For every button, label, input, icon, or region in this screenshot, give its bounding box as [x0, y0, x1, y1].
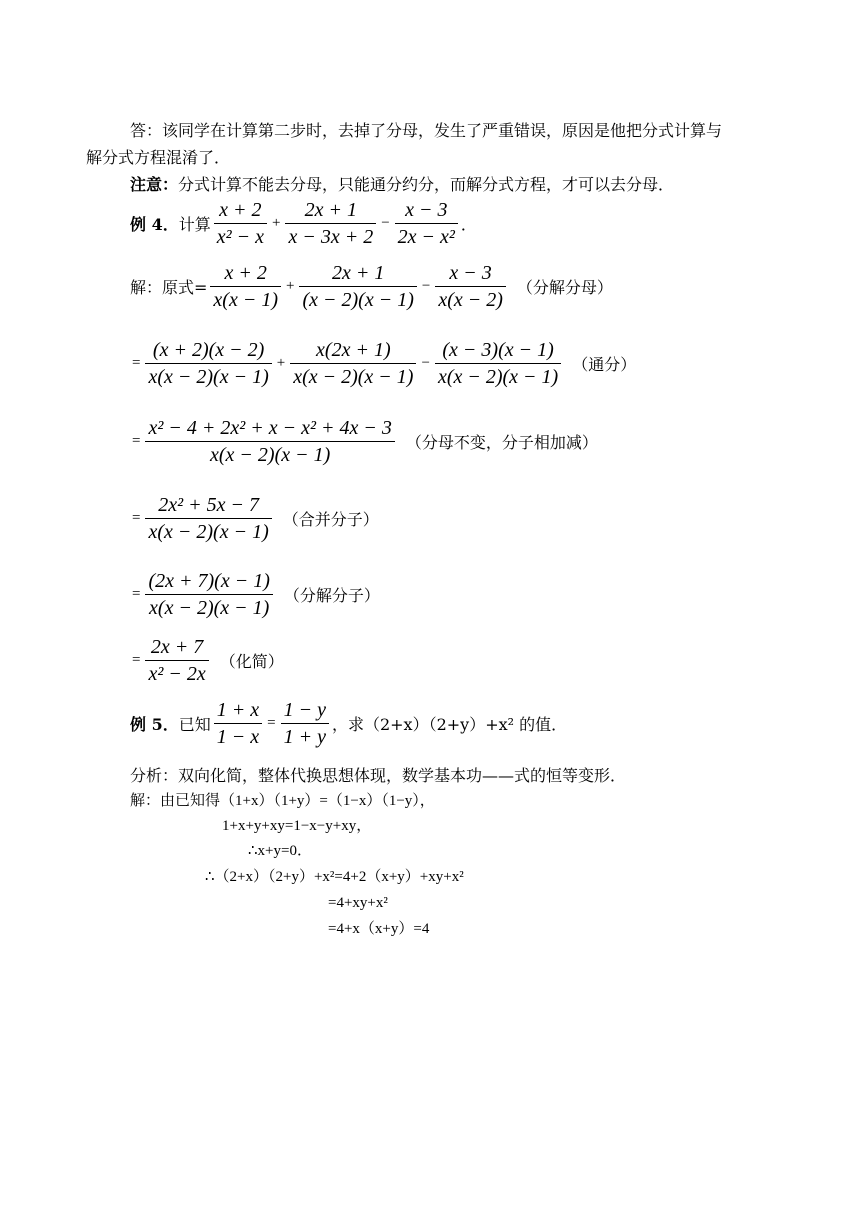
answer-line-2: 解分式方程混淆了．	[86, 148, 231, 167]
example-4-label: 例 4．	[130, 215, 179, 234]
numerator: 2x² + 5x − 7	[158, 494, 259, 516]
numerator: x − 3	[405, 199, 448, 221]
fraction	[395, 197, 458, 250]
fraction	[145, 337, 271, 390]
denominator: 1 − x	[216, 726, 260, 748]
numerator: (x − 3)(x − 1)	[442, 339, 554, 361]
denominator: 2x − x²	[397, 226, 455, 248]
denominator: x(x − 2)(x − 1)	[148, 366, 269, 388]
equals-sign: =	[132, 510, 141, 526]
denominator: x² − x	[216, 226, 264, 248]
solution-5-line-3: ∴x+y=0．	[248, 843, 312, 859]
numerator: (2x + 7)(x − 1)	[148, 570, 270, 592]
note-paragraph	[130, 174, 674, 196]
fraction	[145, 492, 271, 545]
solution-step-5	[130, 568, 380, 621]
example-4-suffix: ．	[460, 215, 477, 234]
note-text: 分式计算不能去分母，只能通分约分，而解分式方程，才可以去分母．	[178, 175, 675, 194]
denominator: x(x − 1)	[213, 289, 278, 311]
fraction	[281, 697, 329, 750]
denominator: x² − 2x	[148, 663, 206, 685]
denominator: x(x − 2)(x − 1)	[437, 366, 559, 388]
equals-sign: =	[132, 355, 141, 371]
numerator: 2x + 7	[150, 636, 204, 658]
numerator: 2x + 1	[331, 262, 385, 284]
solution-5-line-1: 解：由已知得（1+x）（1+y）=（1−x）（1−y），	[130, 793, 435, 809]
operator: +	[276, 355, 286, 371]
fraction	[299, 260, 416, 313]
equals-sign: =	[132, 586, 141, 602]
fraction	[210, 260, 281, 313]
solution-step-2	[130, 337, 636, 390]
fraction	[435, 337, 561, 390]
step-note: （通分）	[572, 355, 637, 374]
solution-5-line-5: =4+xy+x²	[328, 895, 388, 911]
numerator: x(2x + 1)	[316, 339, 391, 361]
numerator: x − 3	[449, 262, 492, 284]
example-5-label: 例 5．	[130, 715, 179, 734]
example-4-prefix: 计算	[178, 215, 211, 234]
operator: +	[286, 278, 295, 294]
numerator: 2x + 1	[304, 199, 358, 221]
denominator: x − 3x + 2	[288, 226, 374, 248]
fraction	[435, 260, 506, 313]
example-5-suffix: ，求（2+x）（2+y）+x² 的值．	[331, 715, 568, 734]
fraction	[290, 337, 416, 390]
equals-sign: =	[267, 715, 276, 731]
fraction	[285, 197, 376, 250]
numerator: x + 2	[219, 199, 262, 221]
example-4-problem	[130, 197, 477, 250]
equals-sign: =	[132, 652, 141, 668]
solution-5-line-2: 1+x+y+xy=1−x−y+xy，	[222, 818, 372, 834]
solution-5-line-6: =4+x（x+y）=4	[328, 921, 430, 937]
denominator: x(x − 2)	[438, 289, 503, 311]
example-5-problem	[130, 697, 567, 750]
denominator: 1 + y	[283, 726, 326, 748]
denominator: x(x − 2)(x − 1)	[210, 444, 331, 466]
fraction	[214, 697, 262, 750]
fraction	[145, 415, 394, 468]
answer-line-1: 答：该同学在计算第二步时，去掉了分母，发生了严重错误，原因是他把分式计算与	[130, 121, 723, 140]
numerator: (x + 2)(x − 2)	[152, 339, 265, 361]
fraction	[145, 634, 208, 687]
fraction	[214, 197, 267, 250]
operator: +	[271, 215, 281, 231]
operator: −	[421, 278, 431, 294]
step-note: （分解分子）	[283, 586, 380, 605]
solution-step-4	[130, 492, 379, 545]
example-5-prefix: 已知	[178, 715, 211, 734]
step-note: （分母不变，分子相加减）	[405, 433, 598, 452]
solution-step-6	[130, 634, 284, 687]
denominator: (x − 2)(x − 1)	[302, 289, 414, 311]
denominator: x(x − 2)(x − 1)	[293, 366, 414, 388]
denominator: x(x − 2)(x − 1)	[149, 597, 270, 619]
solution-prefix: 解：原式=	[130, 278, 208, 297]
numerator: x + 2	[224, 262, 267, 284]
step-note: （化简）	[219, 652, 284, 671]
denominator: x(x − 2)(x − 1)	[148, 521, 269, 543]
operator: −	[421, 355, 430, 371]
equals-sign: =	[132, 433, 141, 449]
fraction	[145, 568, 272, 621]
solution-step-1	[130, 260, 613, 313]
numerator: x² − 4 + 2x² + x − x² + 4x − 3	[148, 417, 392, 439]
operator: −	[381, 215, 390, 231]
solution-5-line-4: ∴（2+x）（2+y）+x²=4+2（x+y）+xy+x²	[205, 869, 464, 885]
analysis-text: 分析：双向化简，整体代换思想体现，数学基本功——式的恒等变形．	[130, 766, 627, 785]
numerator: 1 + x	[216, 699, 260, 721]
step-note: （合并分子）	[282, 510, 379, 529]
numerator: 1 − y	[283, 699, 326, 721]
solution-step-3	[130, 415, 598, 468]
note-label: 注意：	[130, 175, 179, 194]
step-note: （分解分母）	[516, 278, 613, 297]
